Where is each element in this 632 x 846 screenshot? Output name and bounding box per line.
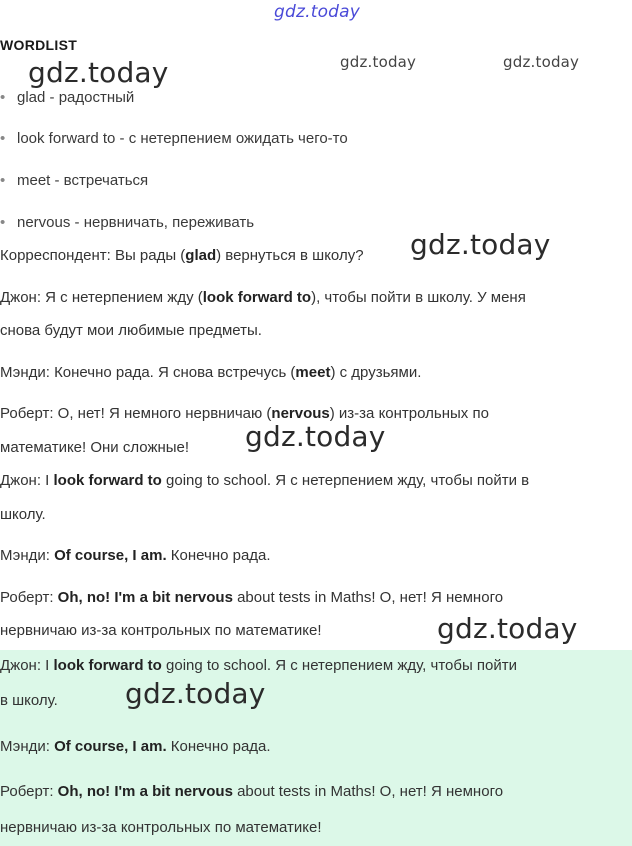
watermark: gdz.today [437, 612, 578, 645]
watermark: gdz.today [245, 420, 386, 453]
text-line: Роберт: Oh, no! I'm a bit nervous about tests in Maths! О, нет! Я немного [0, 589, 504, 606]
list-item-text: meet - встречаться [17, 172, 149, 189]
list-item [0, 130, 348, 147]
text-line: Роберт: О, нет! Я немного нервничаю (nervous) из-за контрольных по [0, 405, 489, 422]
wordlist-heading: WORDLIST [0, 37, 78, 53]
bullet-icon: • [0, 172, 6, 189]
text-line: Джон: Я с нетерпением жду (look forward to), чтобы пойти в школу. У меня [0, 289, 526, 306]
watermark: gdz.today [125, 677, 266, 710]
watermark: gdz.today [503, 53, 580, 71]
watermark: gdz.today [340, 53, 417, 71]
text-line: Корреспондент: Вы рады (glad) вернуться в школу? [0, 247, 364, 264]
watermark: gdz.today [28, 56, 169, 89]
text-line: Мэнди: Of course, I am. Конечно рада. [0, 738, 271, 755]
text-line: нервничаю из-за контрольных по математике! [0, 819, 322, 836]
text-line: снова будут мои любимые предметы. [0, 322, 262, 339]
bullet-icon: • [0, 89, 6, 106]
text-line: школу. [0, 506, 46, 523]
list-item [0, 172, 149, 189]
text-line: Роберт: Oh, no! I'm a bit nervous about tests in Maths! О, нет! Я немного [0, 783, 504, 800]
watermark: gdz.today [410, 228, 551, 261]
text-line: математике! Они сложные! [0, 439, 190, 456]
list-item [0, 214, 255, 231]
bullet-icon: • [0, 130, 6, 147]
text-line: Мэнди: Of course, I am. Конечно рада. [0, 547, 271, 564]
text-line: Мэнди: Конечно рада. Я снова встречусь (meet) с друзьями. [0, 364, 422, 381]
list-item [0, 89, 135, 106]
text-line: Джон: I look forward to going to school. Я с нетерпением жду, чтобы пойти в [0, 472, 530, 489]
list-item-text: glad - радостный [17, 89, 135, 106]
list-item-text: nervous - нервничать, переживать [17, 214, 255, 231]
text-line: нервничаю из-за контрольных по математике! [0, 622, 322, 639]
text-line: в школу. [0, 692, 58, 709]
watermark-top: gdz.today [274, 2, 361, 22]
text-line: Джон: I look forward to going to school. Я с нетерпением жду, чтобы пойти [0, 657, 517, 674]
bullet-icon: • [0, 214, 6, 231]
list-item-text: look forward to - с нетерпением ожидать чего-то [17, 130, 348, 147]
